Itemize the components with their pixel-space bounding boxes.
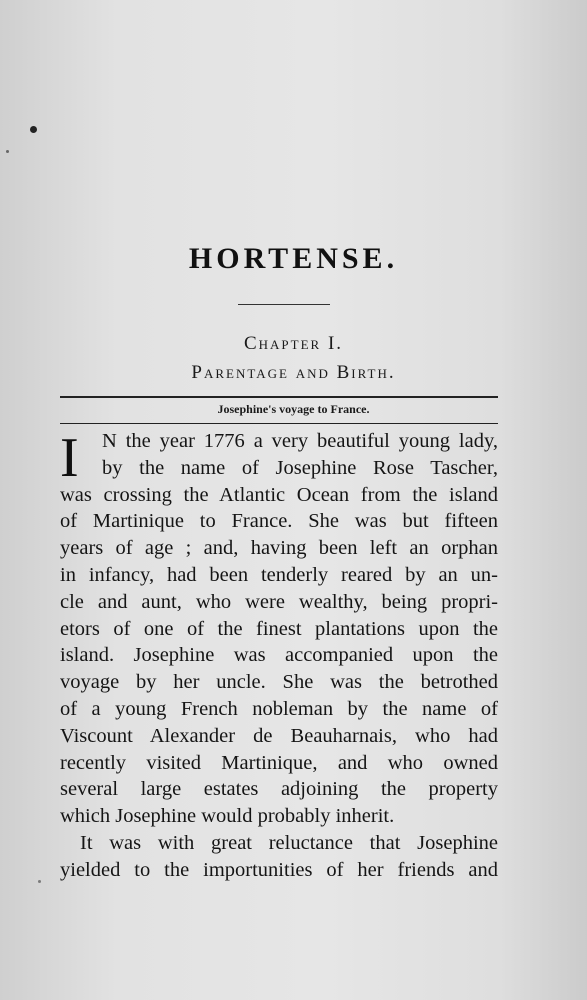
body-text bbox=[60, 428, 498, 884]
header-rule-top bbox=[60, 396, 498, 398]
text-line: of a young French nobleman by the name of bbox=[60, 697, 498, 720]
text-line: yielded to the importunities of her friends and bbox=[60, 858, 498, 881]
ink-speck bbox=[6, 150, 9, 153]
text-line: island. Josephine was accompanied upon the bbox=[60, 644, 498, 667]
text-line: which Josephine would probably inherit. bbox=[60, 805, 395, 828]
text-line: Viscount Alexander de Beauharnais, who had bbox=[60, 724, 498, 747]
text-line: recently visited Martinique, and who owned bbox=[60, 751, 498, 774]
text-line: was crossing the Atlantic Ocean from the island bbox=[60, 483, 498, 506]
text-line: years of age ; and, having been left an orphan bbox=[60, 537, 498, 560]
text-line: cle and aunt, who were wealthy, being propri- bbox=[60, 590, 498, 613]
running-head: Josephine's voyage to France. bbox=[217, 402, 370, 416]
text-line: several large estates adjoining the property bbox=[60, 778, 498, 801]
text-line: of Martinique to France. She was but fifteen bbox=[60, 510, 498, 533]
ink-speck bbox=[30, 126, 37, 133]
text-line: by the name of Josephine Rose Tascher, bbox=[102, 456, 498, 479]
text-line: voyage by her uncle. She was the betrothed bbox=[60, 671, 498, 694]
title-rule bbox=[238, 304, 330, 305]
drop-cap: I bbox=[60, 427, 79, 489]
ink-speck bbox=[38, 880, 41, 883]
text-line: It was with great reluctance that Josephine bbox=[80, 831, 498, 854]
text-line: N the year 1776 a very beautiful young lady, bbox=[102, 430, 498, 452]
chapter-subtitle: Parentage and Birth. bbox=[191, 362, 396, 383]
text-line: etors of one of the finest plantations upon the bbox=[60, 617, 498, 640]
chapter-heading: Chapter I. bbox=[243, 333, 344, 354]
text-line: in infancy, had been tenderly reared by an un- bbox=[60, 563, 498, 586]
book-title: HORTENSE. bbox=[188, 242, 399, 275]
header-rule-bottom bbox=[60, 423, 498, 424]
